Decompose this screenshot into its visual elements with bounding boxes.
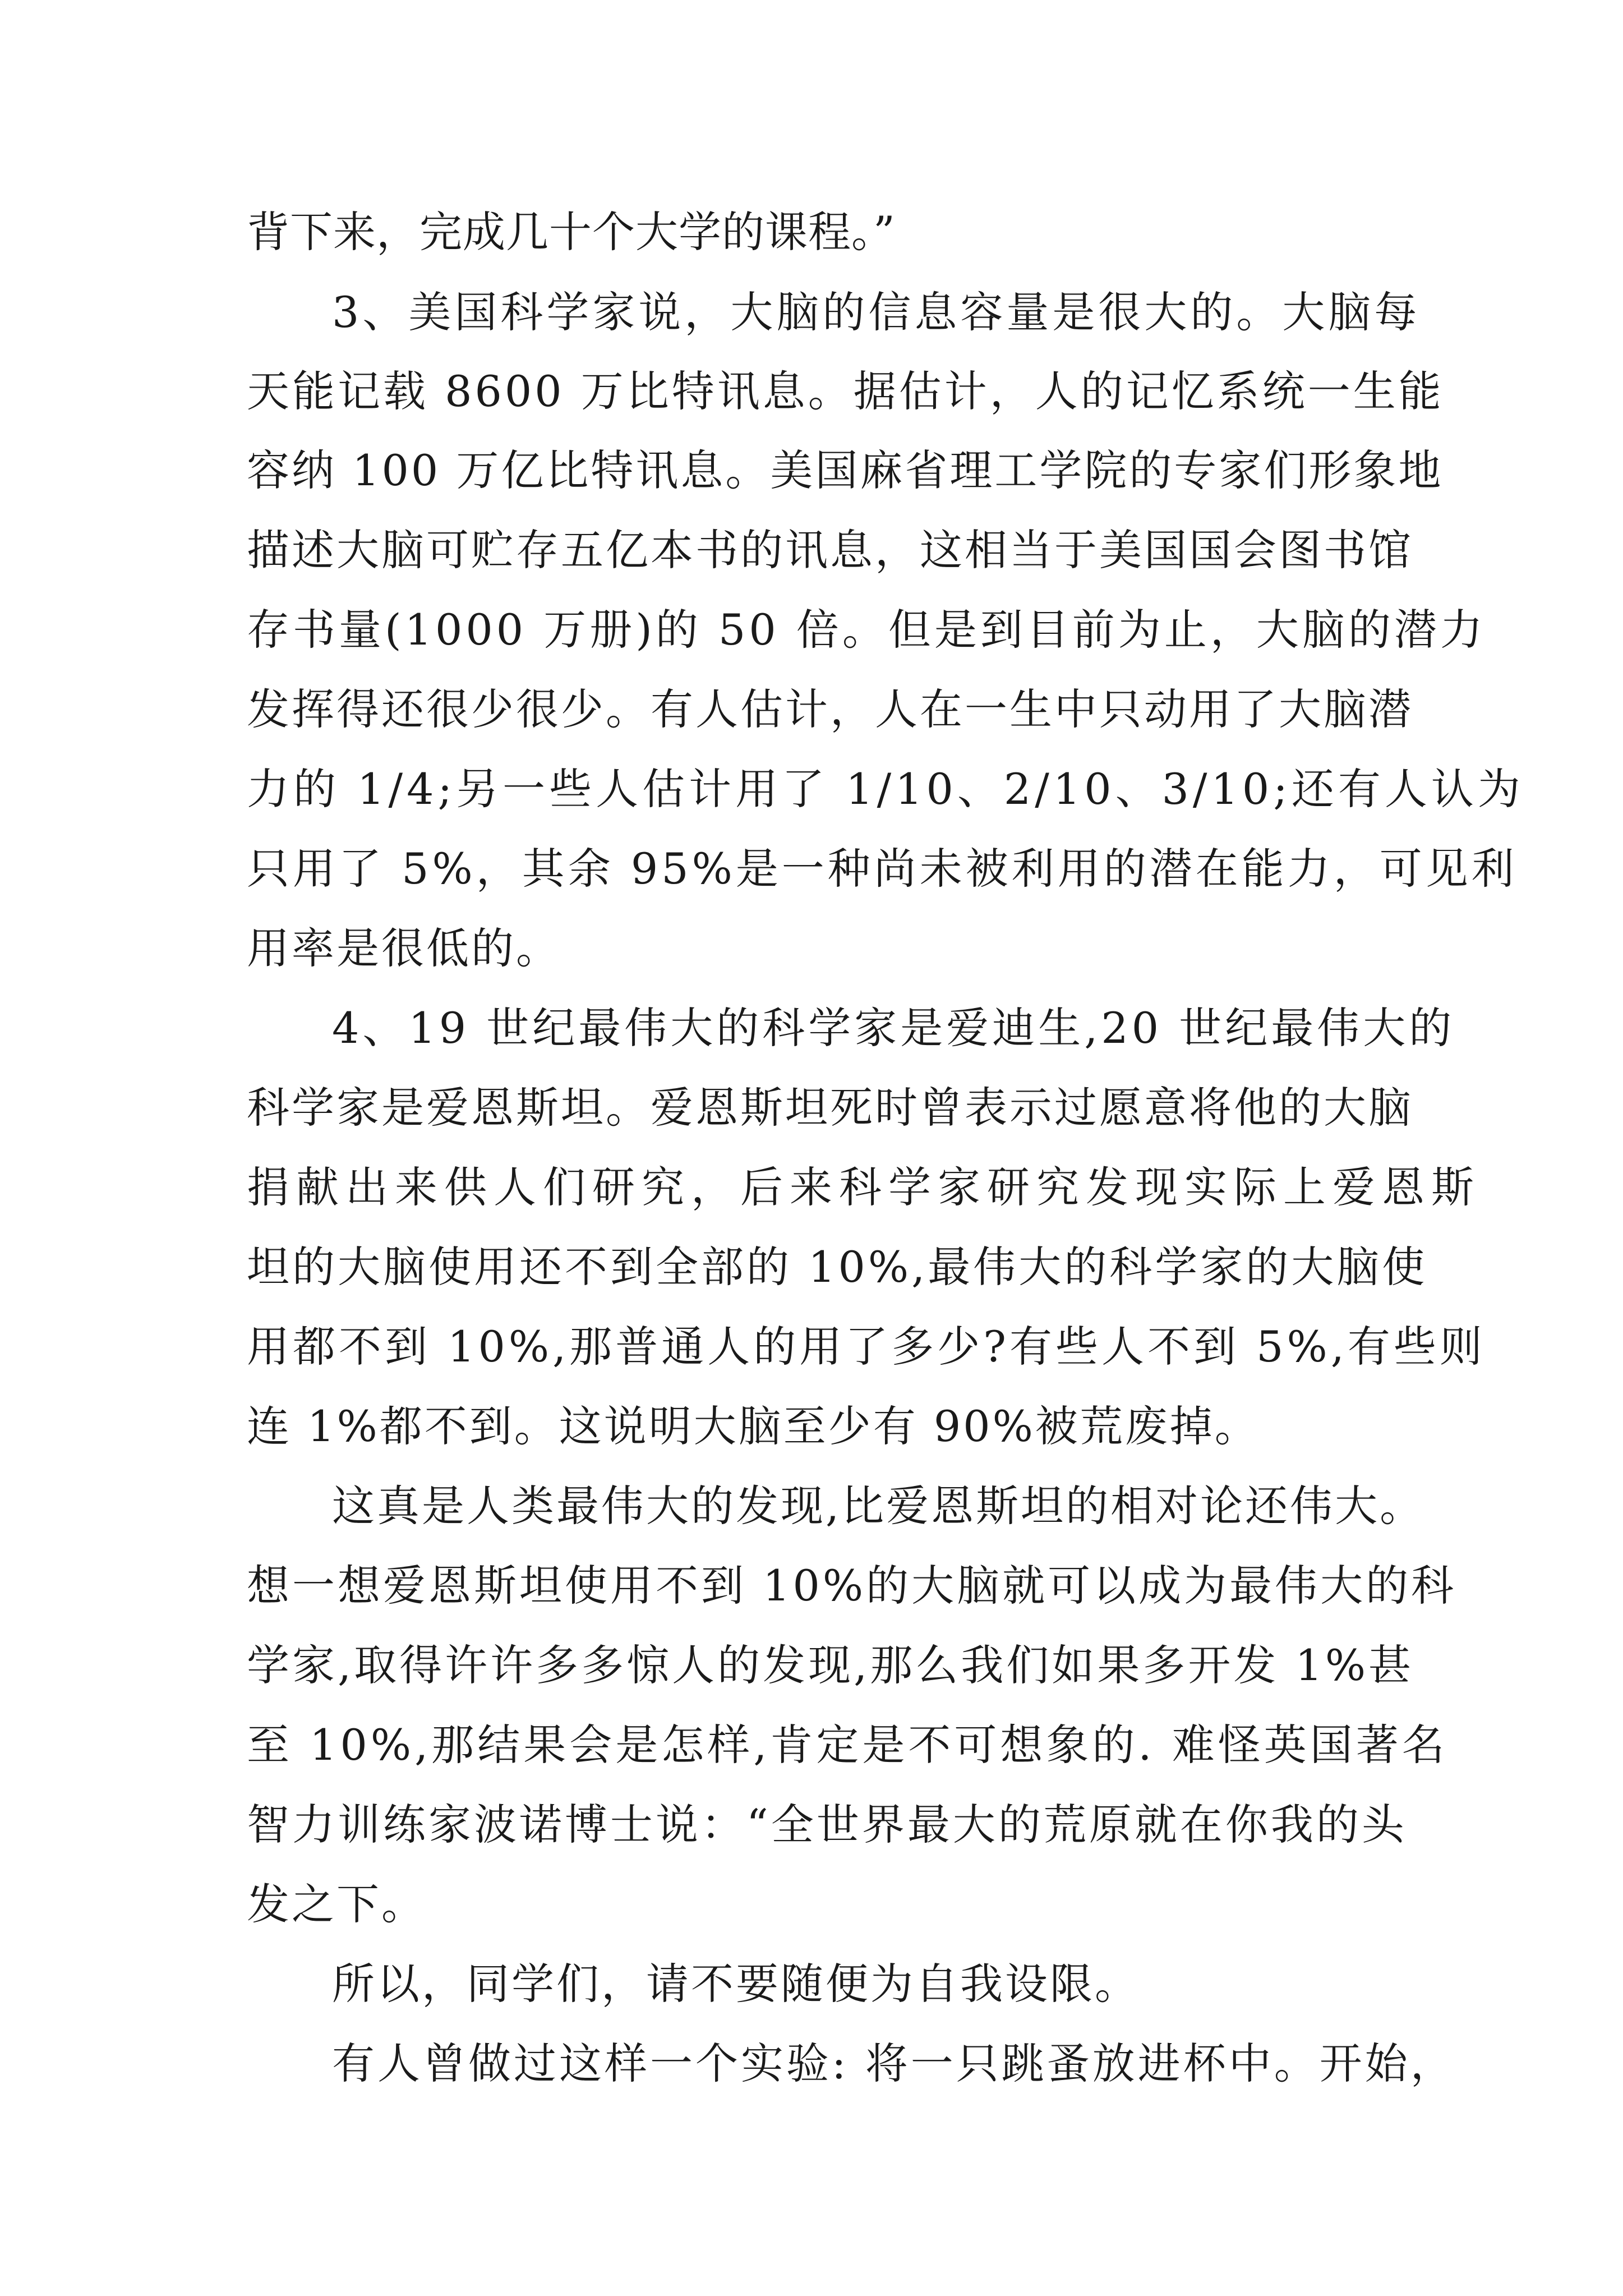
text-line: 存书量(1000 万册)的 50 倍。但是到目前为止，大脑的潜力 — [247, 605, 1486, 655]
text-line: 发之下。 — [247, 1879, 426, 1929]
paragraph-5-first-line: 这真是人类最伟大的发现,比爱恩斯坦的相对论还伟大。 — [332, 1481, 1425, 1531]
paragraph-4-first-line: 4、19 世纪最伟大的科学家是爱迪生,20 世纪最伟大的 — [332, 1003, 1455, 1053]
text-line: 天能记载 8600 万比特讯息。据估计，人的记忆系统一生能 — [247, 366, 1444, 416]
text-line: 智力训练家波诺博士说：“全世界最大的荒原就在你我的头 — [247, 1800, 1407, 1849]
text-line: 描述大脑可贮存五亿本书的讯息，这相当于美国国会图书馆 — [247, 525, 1413, 575]
paragraph-6-line: 所以，同学们，请不要随便为自我设限。 — [332, 1959, 1140, 2009]
paragraph-7-first-line: 有人曾做过这样一个实验: 将一只跳蚤放进杯中。开始， — [332, 2039, 1456, 2088]
text-line: 坦的大脑使用还不到全部的 10%,最伟大的科学家的大脑使 — [247, 1242, 1428, 1292]
text-line: 学家,取得许许多多惊人的发现,那么我们如果多开发 1%甚 — [247, 1640, 1414, 1690]
text-line: 连 1%都不到。这说明大脑至少有 90%被荒废掉。 — [247, 1401, 1260, 1451]
text-line: 只用了 5%，其余 95%是一种尚未被利用的潜在能力，可见利 — [247, 844, 1518, 894]
text-line: 背下来，完成几十个大学的课程。” — [247, 207, 896, 257]
text-line: 至 10%,那结果会是怎样,肯定是不可想象的. 难怪英国著名 — [247, 1720, 1448, 1770]
text-line: 想一想爱恩斯坦使用不到 10%的大脑就可以成为最伟大的科 — [247, 1561, 1457, 1611]
text-line: 容纳 100 万亿比特讯息。美国麻省理工学院的专家们形象地 — [247, 445, 1444, 495]
text-line: 科学家是爱恩斯坦。爱恩斯坦死时曾表示过愿意将他的大脑 — [247, 1083, 1413, 1133]
text-line: 用都不到 10%,那普通人的用了多少?有些人不到 5%,有些则 — [247, 1322, 1486, 1372]
paragraph-3-first-line: 3、美国科学家说，大脑的信息容量是很大的。大脑每 — [332, 287, 1421, 337]
text-line: 发挥得还很少很少。有人估计，人在一生中只动用了大脑潜 — [247, 684, 1413, 734]
text-line: 用率是很低的。 — [247, 923, 561, 973]
text-line: 力的 1/4;另一些人估计用了 1/10、2/10、3/10;还有人认为 — [247, 764, 1524, 814]
text-line: 捐献出来供人们研究，后来科学家研究发现实际上爱恩斯 — [247, 1162, 1481, 1212]
